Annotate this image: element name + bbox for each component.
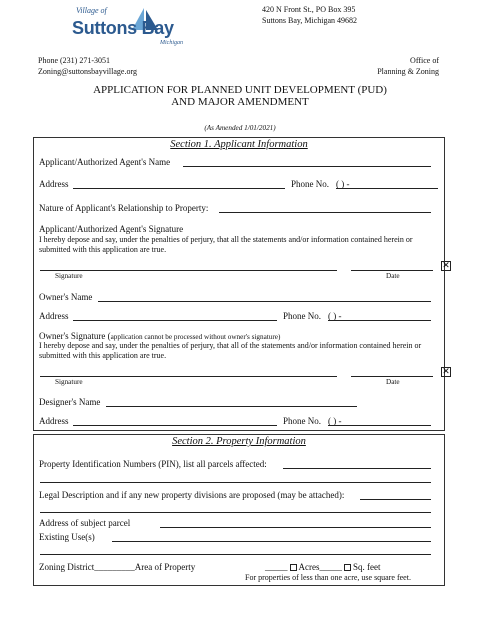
designer-name-field[interactable] [106,406,357,407]
designer-phone-label: Phone No. [283,416,321,426]
close-x-icon[interactable]: ✕ [442,261,450,271]
office-address-line2: Suttons Bay, Michigan 49682 [262,16,358,25]
office-phone: Phone (231) 271-3051 [38,56,110,65]
page-title-line2: AND MAJOR AMENDMENT [171,96,309,108]
perjury-statement-2: I hereby depose and say, under the penalties of perjury, that all of the statements and/or information contained herein or submitted with this application are true. [39,341,422,360]
office-address-line1: 420 N Front St., PO Box 395 [262,5,356,14]
designer-name-label: Designer's Name [39,397,101,407]
agent-signature-caption: Signature [55,272,83,280]
applicant-phone-field[interactable] [336,188,438,189]
legal-description-field-line2[interactable] [40,512,431,513]
office-email[interactable]: Zoning@suttonsbayvillage.org [38,67,137,76]
applicant-name-label: Applicant/Authorized Agent's Name [39,157,171,167]
owner-phone-format: ( ) - [328,311,342,321]
agent-signature-heading: Applicant/Authorized Agent's Signature [39,224,184,234]
owner-phone-field[interactable] [328,320,431,321]
existing-use-label: Existing Use(s) [39,532,95,542]
agent-date-field[interactable] [351,270,433,271]
applicant-address-field[interactable] [73,188,285,189]
owner-phone-label: Phone No. [283,311,321,321]
owner-address-field[interactable] [73,320,277,321]
section1-box [33,137,445,431]
office-name-line1: Office of [410,56,439,65]
relationship-label: Nature of Applicant's Relationship to Property: [39,203,209,213]
section2-title: Section 2. Property Information [172,436,306,447]
owner-date-caption: Date [386,378,400,386]
pin-field[interactable] [283,468,431,469]
acres-label: Acres_____ [298,562,342,572]
pin-field-line2[interactable] [40,482,431,483]
applicant-address-label: Address [39,179,69,189]
close-x-icon-2[interactable]: ✕ [442,367,450,377]
owner-signature-note: application cannot be processed without owner's signature) [110,333,281,341]
acres-checkbox[interactable] [290,564,297,571]
sqft-checkbox[interactable] [344,564,351,571]
existing-use-field[interactable] [112,541,431,542]
sqft-label: Sq. feet [353,562,381,572]
owner-name-label: Owner's Name [39,292,93,302]
legal-description-field[interactable] [360,499,431,500]
designer-address-label: Address [39,416,69,426]
subject-parcel-label: Address of subject parcel [39,518,131,528]
owner-date-field[interactable] [351,376,433,377]
applicant-phone-label: Phone No. [291,179,329,189]
area-units-row [265,562,381,573]
village-logo [72,6,212,50]
pin-label: Property Identification Numbers (PIN), list all parcels affected: [39,459,267,469]
owner-address-label: Address [39,311,69,321]
office-name-line2: Planning & Zoning [377,67,439,76]
owner-name-field[interactable] [98,301,431,302]
designer-phone-field[interactable] [328,425,431,426]
designer-phone-format: ( ) - [328,416,342,426]
legal-description-label: Legal Description and if any new property divisions are proposed (may be attached): [39,490,345,500]
designer-address-field[interactable] [73,425,277,426]
section1-title: Section 1. Applicant Information [170,139,308,150]
owner-signature-heading-text: Owner's Signature ( [39,331,111,341]
logo-state-text: Michigan [160,40,183,46]
area-footnote: For properties of less than one acre, use square feet. [245,573,411,582]
owner-signature-caption: Signature [55,378,83,386]
owner-signature-field[interactable] [40,376,337,377]
applicant-name-field[interactable] [183,166,431,167]
logo-village-text: Village of [76,6,107,15]
amended-date: (As Amended 1/01/2021) [204,124,276,132]
logo-name-text: Suttons Bay [72,18,174,38]
page-title-line1: APPLICATION FOR PLANNED UNIT DEVELOPMENT (PUD) [93,84,387,96]
existing-use-field-line2[interactable] [40,554,431,555]
acres-blank: _____ [265,562,288,572]
agent-signature-field[interactable] [40,270,337,271]
subject-parcel-field[interactable] [160,527,431,528]
perjury-statement-1: I hereby depose and say, under the penalties of perjury, that all the statements and/or information contained herein or submitted with this application are true. [39,235,413,254]
agent-date-caption: Date [386,272,400,280]
applicant-phone-format: ( ) - [336,179,350,189]
zoning-district-label: Zoning District_________Area of Property [39,562,196,572]
relationship-field[interactable] [219,212,431,213]
